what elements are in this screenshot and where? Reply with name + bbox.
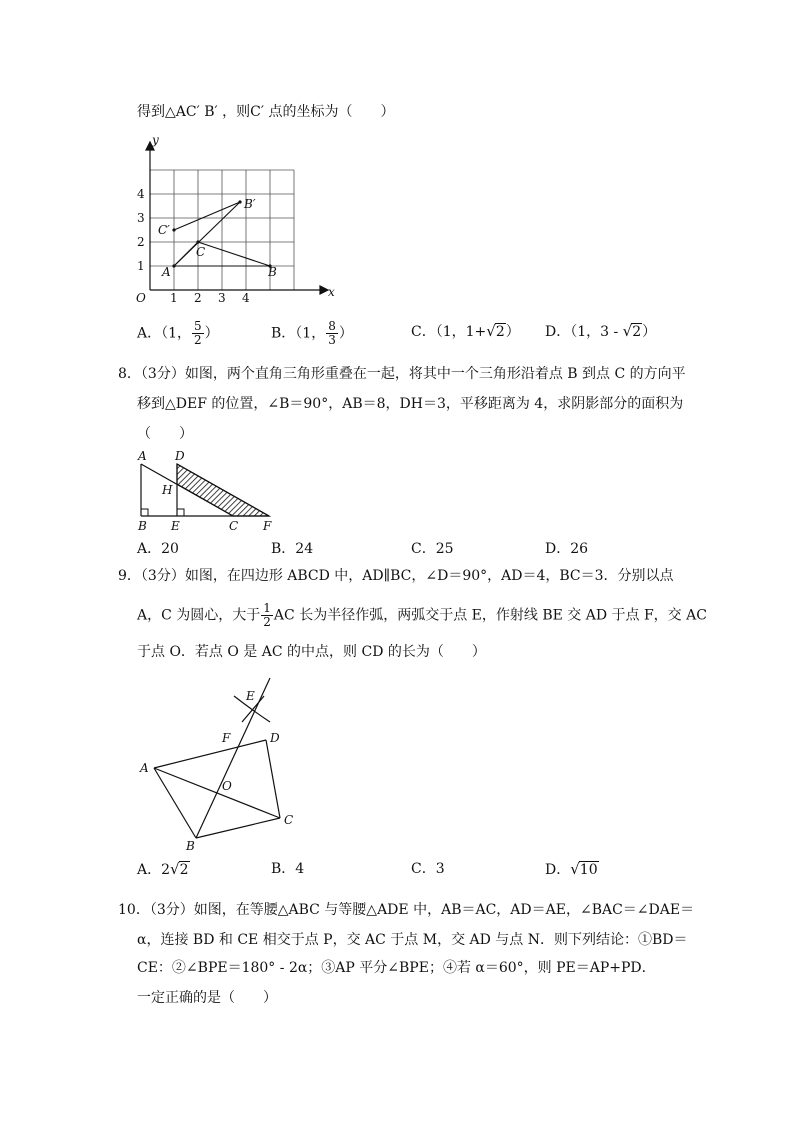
q8-option-d[interactable]: D．26 [545, 541, 589, 557]
point-label-b: B [186, 839, 195, 853]
q8-options [137, 538, 677, 564]
sqrt-icon: √ [570, 860, 580, 878]
point-label-f: F [222, 731, 231, 745]
q9-option-a[interactable]: A．2√2 [137, 860, 189, 878]
q9-stem-line-1: 9．（3分）如图，在四边形 ABCD 中，AD∥BC，∠D＝90°，AD＝4，BC＝3．分别以点 [118, 568, 674, 584]
q9-figure [138, 670, 308, 852]
x-tick: 3 [218, 291, 226, 305]
sqrt-icon: √ [486, 322, 496, 340]
point-label-d: D [175, 449, 185, 463]
point-label-c-prime: C′ [158, 223, 170, 237]
q7-stem-tail: 得到△AC′ B′ ，则C′ 点的坐标为（ ） [137, 104, 395, 120]
point-label-c: C [196, 245, 206, 259]
y-tick: 3 [137, 211, 145, 225]
q8-figure [135, 448, 285, 534]
point-label-o: O [222, 779, 232, 793]
point-label-a: A [140, 761, 149, 775]
q7-option-c[interactable]: C．（1，1+√2） [411, 322, 520, 340]
segment-cp-bp [174, 202, 240, 230]
x-tick: 1 [170, 291, 178, 305]
origin-label: O [136, 291, 146, 305]
fraction: $\frac{5}{2}$ [194, 319, 202, 347]
q8-option-a[interactable]: A．20 [137, 541, 179, 557]
q7-option-d[interactable]: D．（1，3 - √2） [545, 322, 657, 340]
y-tick: 1 [137, 259, 145, 273]
quadrilateral-lines [154, 678, 280, 838]
y-axis-label: y [152, 133, 159, 147]
q7-coordinate-graph [130, 130, 340, 310]
q8-stem-line-1: 8．（3分）如图，两个直角三角形重叠在一起，将其中一个三角形沿着点 B 到点 C 的方向平 [118, 366, 686, 382]
point-label-e: E [246, 689, 255, 703]
point-label-b: B [138, 519, 147, 533]
point-label-c: C [284, 813, 294, 827]
point-label-f: F [263, 519, 272, 533]
q10-stem-line-3: CE：②∠BPE＝180° - 2α；③AP 平分∠BPE；④若 α＝60°，则 PE＝AP+PD． [137, 960, 656, 976]
y-tick: 4 [137, 187, 145, 201]
point-label-d: D [270, 731, 280, 745]
y-tick: 2 [137, 235, 145, 249]
q10-stem-line-1: 10．（3分）如图，在等腰△ABC 与等腰△ADE 中，AB＝AC，AD＝AE，∠BAC＝∠DAE＝ [118, 902, 695, 918]
q8-stem-line-3: （ ） [137, 426, 193, 442]
q8-option-c[interactable]: C．25 [411, 541, 454, 557]
segment-a-bp [174, 202, 240, 266]
q9-stem-line-3: 于点 O．若点 O 是 AC 的中点，则 CD 的长为（ ） [137, 644, 486, 660]
fraction: $\frac{8}{3}$ [328, 319, 336, 347]
q10-stem-line-4: 一定正确的是（ ） [137, 990, 277, 1006]
x-axis-label: x [328, 285, 335, 299]
sqrt-icon: √ [170, 860, 180, 878]
point-label-c: C [229, 519, 239, 533]
q9-option-b[interactable]: B．4 [271, 861, 305, 877]
q9-option-d[interactable]: D．√10 [545, 860, 598, 878]
segment-cb [198, 242, 270, 266]
q7-option-b[interactable]: B．（1， $\frac{8}{3}$ ） [271, 319, 353, 347]
q9-stem-line-2: A，C 为圆心，大于 $\frac{1}{2}$ AC 长为半径作弧，两弧交于点 E，作射线 BE 交 AD 于点 F，交 AC [137, 601, 707, 629]
fraction: $\frac{1}{2}$ [263, 601, 271, 629]
q9-options [137, 858, 677, 884]
sqrt-icon: √ [622, 322, 633, 340]
q7-option-a[interactable]: A．（1， $\frac{5}{2}$ ） [137, 319, 219, 347]
x-tick: 4 [242, 291, 250, 305]
point-label-b-prime: B′ [244, 197, 256, 211]
point-label-h: H [162, 483, 173, 497]
point-label-a: A [138, 449, 147, 463]
q9-option-c[interactable]: C．3 [411, 861, 445, 877]
point-label-e: E [171, 519, 180, 533]
x-tick: 2 [194, 291, 202, 305]
point-label-a: A [162, 265, 171, 279]
q8-option-b[interactable]: B．24 [271, 541, 314, 557]
q7-options [137, 320, 677, 346]
q10-stem-line-2: α，连接 BD 和 CE 相交于点 P，交 AC 于点 M，交 AD 与点 N．则下列结论：①BD＝ [137, 932, 688, 948]
point-label-b: B [268, 265, 277, 279]
q8-stem-line-2: 移到△DEF 的位置，∠B＝90°，AB＝8，DH＝3，平移距离为 4，求阴影部分的面积为 [137, 396, 684, 412]
